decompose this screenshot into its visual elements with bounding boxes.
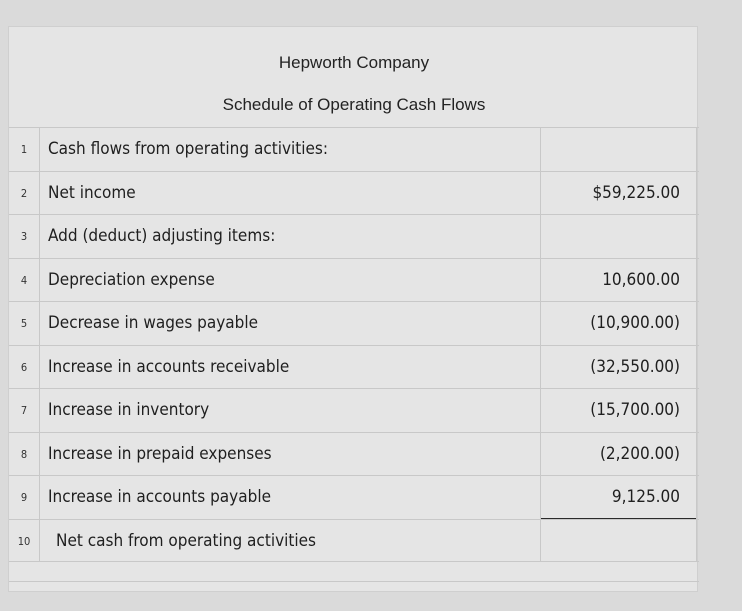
amount-cell[interactable]: (32,550.00) bbox=[541, 346, 697, 389]
table-row bbox=[9, 475, 699, 519]
row-label: Increase in prepaid expenses bbox=[39, 433, 541, 476]
amount-cell[interactable]: 10,600.00 bbox=[541, 259, 697, 302]
amount-cell[interactable]: (2,200.00) bbox=[541, 433, 697, 476]
row-number: 1 bbox=[20, 143, 28, 156]
row-number: 4 bbox=[20, 273, 28, 287]
row-number: 3 bbox=[20, 230, 28, 243]
amount-cell[interactable] bbox=[541, 520, 697, 562]
table-row bbox=[9, 258, 699, 302]
row-label: Decrease in wages payable bbox=[39, 302, 541, 345]
schedule-table bbox=[9, 127, 699, 562]
row-label: Net cash from operating activities bbox=[39, 520, 541, 562]
table-row bbox=[9, 301, 699, 345]
row-label: Increase in accounts payable bbox=[39, 476, 541, 519]
empty-footer-row bbox=[9, 562, 699, 582]
row-number: 7 bbox=[20, 404, 28, 417]
table-row bbox=[9, 171, 699, 215]
table-row bbox=[9, 519, 699, 563]
schedule-title: Schedule of Operating Cash Flows bbox=[222, 95, 486, 114]
table-row bbox=[9, 127, 699, 171]
row-label: Increase in accounts receivable bbox=[39, 346, 541, 389]
amount-cell[interactable]: $59,225.00 bbox=[541, 172, 697, 215]
row-label: Cash flows from operating activities: bbox=[39, 128, 541, 171]
amount-cell[interactable]: (15,700.00) bbox=[541, 389, 697, 432]
cash-flow-schedule-sheet bbox=[8, 26, 698, 592]
amount-cell[interactable] bbox=[541, 215, 697, 258]
amount-cell[interactable]: 9,125.00 bbox=[541, 476, 697, 519]
table-row bbox=[9, 345, 699, 389]
row-number: 5 bbox=[20, 317, 28, 330]
row-number: 10 bbox=[17, 534, 31, 548]
amount-cell[interactable] bbox=[541, 128, 697, 171]
row-number: 8 bbox=[20, 447, 28, 461]
row-label: Net income bbox=[39, 172, 541, 215]
table-row bbox=[9, 388, 699, 432]
row-number: 9 bbox=[20, 491, 28, 504]
table-row bbox=[9, 214, 699, 258]
table-row bbox=[9, 432, 699, 476]
row-number: 6 bbox=[20, 360, 28, 374]
row-label: Depreciation expense bbox=[39, 259, 541, 302]
row-label: Increase in inventory bbox=[39, 389, 541, 432]
row-number: 2 bbox=[20, 186, 28, 200]
company-title: Hepworth Company bbox=[278, 53, 430, 72]
amount-cell[interactable]: (10,900.00) bbox=[541, 302, 697, 345]
row-label: Add (deduct) adjusting items: bbox=[39, 215, 541, 258]
